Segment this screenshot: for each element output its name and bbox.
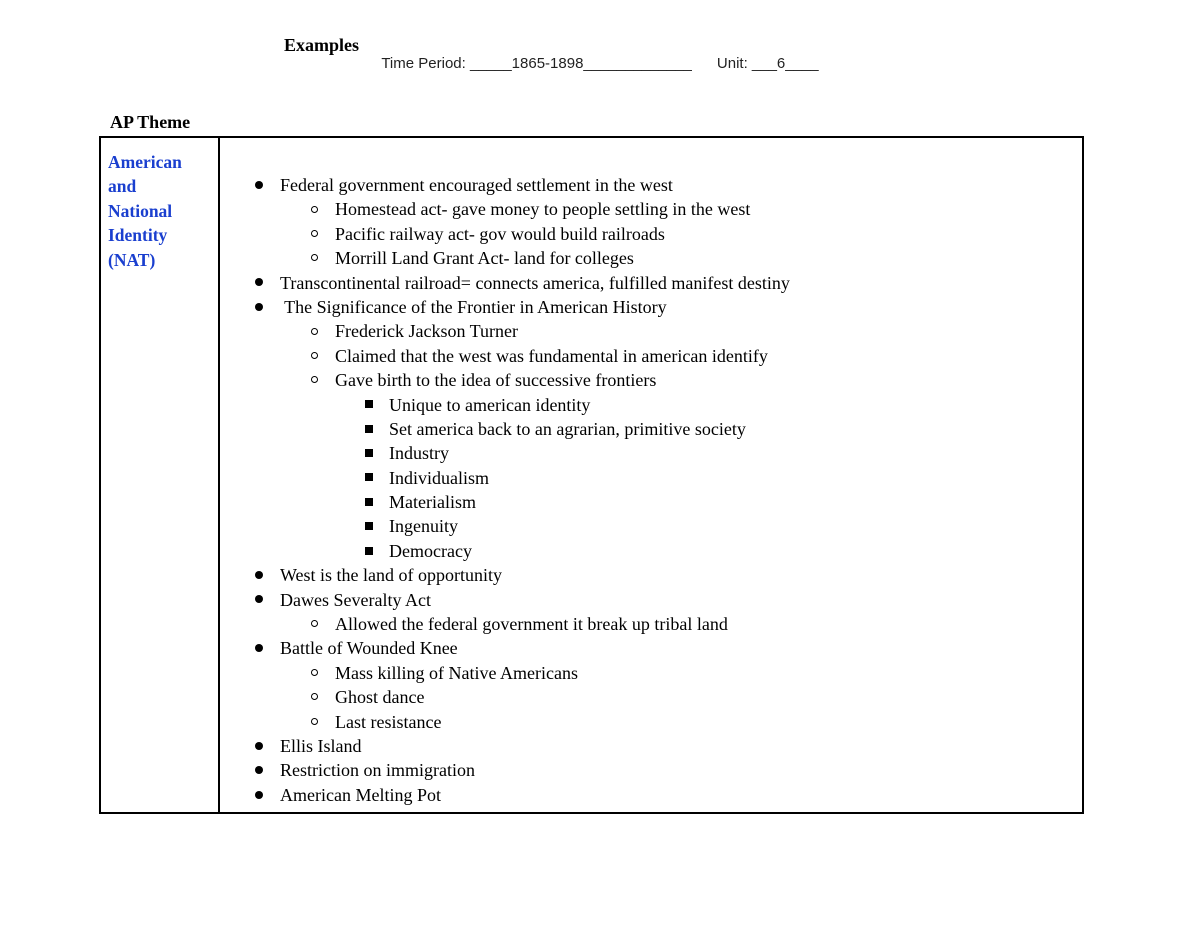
header-line — [0, 55, 1200, 72]
list-item — [101, 466, 961, 490]
list-item — [101, 393, 961, 417]
list-item-text: West is the land of opportunity — [280, 565, 503, 586]
list-item — [101, 661, 961, 685]
list-item-text: Battle of Wounded Knee — [280, 638, 458, 659]
bullet-disc-icon — [251, 588, 267, 612]
bullet-square-icon — [361, 466, 377, 490]
list-item-text: Restriction on immigration — [280, 760, 475, 781]
list-item — [101, 417, 961, 441]
theme-line: American — [108, 152, 182, 172]
bullet-square-icon — [361, 514, 377, 538]
bullet-disc-icon — [251, 734, 267, 758]
list-item — [101, 319, 961, 343]
bullet-circle-icon — [306, 685, 322, 709]
list-item — [101, 783, 961, 807]
list-item-text: Morrill Land Grant Act- land for colleges — [335, 248, 634, 269]
list-item-text: Homestead act- gave money to people settling in the west — [335, 199, 751, 220]
bullet-circle-icon — [306, 368, 322, 392]
bullet-disc-icon — [251, 563, 267, 587]
bullet-disc-icon — [251, 783, 267, 807]
bullet-disc-icon — [251, 636, 267, 660]
list-item — [101, 563, 961, 587]
list-item — [101, 612, 961, 636]
list-item-text: Allowed the federal government it break up tribal land — [335, 614, 728, 635]
time-period-label: Time Period: — [381, 55, 470, 72]
bullet-disc-icon — [251, 295, 267, 319]
list-item-text: American Melting Pot — [280, 784, 441, 805]
time-period-value: _____1865-1898_____________ — [469, 55, 692, 72]
list-item-text: Individualism — [389, 467, 489, 488]
list-item — [101, 197, 961, 221]
theme-line: National — [108, 200, 173, 221]
list-item-text: Mass killing of Native Americans — [335, 662, 578, 683]
list-item — [101, 758, 961, 782]
list-item-text: Pacific railway act- gov would build railroads — [335, 223, 665, 244]
bullet-circle-icon — [306, 246, 322, 270]
list-item — [101, 710, 961, 734]
list-item — [101, 490, 961, 514]
bullet-disc-icon — [251, 173, 267, 197]
list-item-text: Ghost dance — [335, 687, 425, 708]
bullet-disc-icon — [251, 758, 267, 782]
list-item — [101, 368, 961, 392]
list-item — [101, 441, 961, 465]
theme-line: Identity — [108, 225, 168, 246]
list-item-text: Claimed that the west was fundamental in american identify — [335, 345, 768, 366]
list-item-text: Frederick Jackson Turner — [335, 321, 518, 342]
list-item-text: Transcontinental railroad= connects america, fulfilled manifest destiny — [280, 272, 790, 293]
list-item-text: Industry — [389, 443, 449, 464]
examples-list — [101, 173, 961, 807]
list-item — [101, 222, 961, 246]
theme-line: and — [108, 176, 137, 197]
bullet-square-icon — [361, 539, 377, 563]
column-header-examples: Examples — [284, 35, 360, 55]
theme-line: (NAT) — [108, 249, 156, 270]
bullet-square-icon — [361, 393, 377, 417]
bullet-circle-icon — [306, 222, 322, 246]
bullet-circle-icon — [306, 710, 322, 734]
bullet-square-icon — [361, 417, 377, 441]
bullet-circle-icon — [306, 197, 322, 221]
list-item-text: Gave birth to the idea of successive frontiers — [335, 370, 657, 391]
unit-label: Unit: — [716, 55, 752, 72]
bullet-circle-icon — [306, 661, 322, 685]
bullet-square-icon — [361, 490, 377, 514]
list-item — [101, 246, 961, 270]
list-item-text: Set america back to an agrarian, primitive society — [389, 418, 746, 439]
list-item — [101, 636, 961, 660]
list-item-text: Materialism — [389, 492, 476, 513]
bullet-circle-icon — [306, 319, 322, 343]
list-item — [101, 685, 961, 709]
list-item-text: Democracy — [389, 540, 472, 561]
bullet-circle-icon — [306, 344, 322, 368]
list-item — [101, 588, 961, 612]
list-item-text: Ingenuity — [389, 516, 458, 537]
list-item — [101, 344, 961, 368]
column-header-ap-theme: AP Theme — [110, 112, 191, 132]
bullet-square-icon — [361, 441, 377, 465]
list-item — [101, 271, 961, 295]
list-item-text: Unique to american identity — [389, 394, 591, 415]
list-item — [101, 173, 961, 197]
list-item — [101, 295, 961, 319]
list-item-text: Last resistance — [335, 711, 442, 732]
bullet-circle-icon — [306, 612, 322, 636]
list-item-text: Federal government encouraged settlement in the west — [280, 175, 673, 195]
notes-table — [99, 136, 1084, 814]
list-item — [101, 734, 961, 758]
list-item-text: Ellis Island — [280, 735, 362, 756]
bullet-disc-icon — [251, 271, 267, 295]
list-item — [101, 514, 961, 538]
list-item-text: The Significance of the Frontier in American History — [280, 296, 667, 317]
unit-value: ___6____ — [751, 55, 819, 72]
list-item — [101, 539, 961, 563]
list-item-text: Dawes Severalty Act — [280, 589, 431, 610]
